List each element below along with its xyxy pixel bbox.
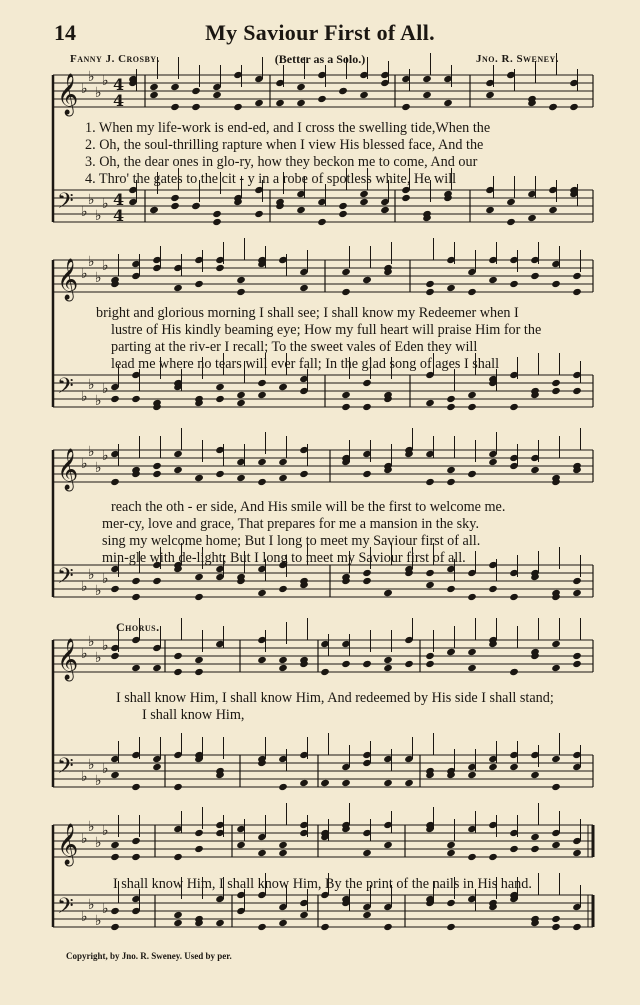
note-head bbox=[422, 91, 432, 99]
note-head bbox=[383, 923, 393, 931]
note-head bbox=[572, 589, 582, 597]
flat-icon: ♭ bbox=[102, 196, 109, 212]
flat-icon: ♭ bbox=[102, 901, 109, 917]
note-head bbox=[509, 593, 519, 601]
note-head bbox=[509, 668, 519, 676]
note-head bbox=[425, 581, 435, 589]
note-head bbox=[380, 206, 390, 214]
flat-icon: ♭ bbox=[88, 757, 95, 773]
verse-2-line-2: lustre of His kindly beaming eye; How my full heart will praise Him for the bbox=[111, 322, 542, 338]
note-head bbox=[236, 288, 246, 296]
flat-icon: ♭ bbox=[102, 823, 109, 839]
note-head bbox=[257, 379, 267, 387]
note-head bbox=[530, 771, 540, 779]
note-head bbox=[551, 783, 561, 791]
verse-4-line-3: min-gle with de-light; But I long to meet my Saviour first of all. bbox=[102, 550, 466, 566]
note-head bbox=[194, 656, 204, 664]
note-head bbox=[506, 198, 516, 206]
flat-icon: ♭ bbox=[95, 835, 102, 851]
note-head bbox=[551, 280, 561, 288]
note-head bbox=[404, 660, 414, 668]
note-head bbox=[299, 911, 309, 919]
note-head bbox=[341, 660, 351, 668]
note-head bbox=[359, 190, 369, 198]
bass-clef-icon: 𝄢 bbox=[57, 564, 74, 594]
verse-1-line-2: bright and glorious morning I shall see; I shall know my Redeemer when I bbox=[96, 305, 519, 321]
note-head bbox=[488, 276, 498, 284]
chorus-line-2: I shall know Him, I shall know Him, By the print of the nails in His hand. bbox=[113, 876, 532, 892]
note-head bbox=[278, 474, 288, 482]
note-head bbox=[446, 466, 456, 474]
note-head bbox=[131, 837, 141, 845]
bass-clef-icon: 𝄢 bbox=[57, 754, 74, 784]
note-head bbox=[467, 664, 477, 672]
note-head bbox=[551, 387, 561, 395]
note-head bbox=[551, 755, 561, 763]
note-head bbox=[320, 923, 330, 931]
note-head bbox=[551, 379, 561, 387]
note-head bbox=[422, 75, 432, 83]
flat-icon: ♭ bbox=[81, 769, 88, 785]
note-head bbox=[212, 218, 222, 226]
note-head bbox=[362, 577, 372, 585]
flat-icon: ♭ bbox=[81, 909, 88, 925]
note-head bbox=[572, 849, 582, 857]
note-head bbox=[173, 450, 183, 458]
note-head bbox=[257, 391, 267, 399]
note-head bbox=[278, 458, 288, 466]
note-head bbox=[257, 478, 267, 486]
note-head bbox=[110, 652, 120, 660]
flat-icon: ♭ bbox=[95, 460, 102, 476]
flat-icon: ♭ bbox=[88, 254, 95, 270]
flat-icon: ♭ bbox=[95, 773, 102, 789]
flat-icon: ♭ bbox=[95, 913, 102, 929]
note-head bbox=[194, 280, 204, 288]
note-head bbox=[527, 214, 537, 222]
note-head bbox=[215, 395, 225, 403]
verse-3-line-2: parting at the riv-er I recall; To the sweet vales of Eden they will bbox=[111, 339, 478, 355]
note-head bbox=[131, 577, 141, 585]
note-head bbox=[173, 284, 183, 292]
performance-note: (Better as a Solo.) bbox=[274, 52, 366, 66]
note-head bbox=[362, 276, 372, 284]
note-head bbox=[572, 577, 582, 585]
note-head bbox=[317, 95, 327, 103]
note-head bbox=[110, 841, 120, 849]
note-head bbox=[110, 478, 120, 486]
verse-1-line-3: reach the oth - er side, And His smile will be the first to welcome me. bbox=[111, 499, 506, 515]
verse-2-line-3: mer-cy, love and grace, That prepares for me a mansion in the sky. bbox=[102, 516, 479, 532]
flat-icon: ♭ bbox=[95, 393, 102, 409]
note-head bbox=[488, 458, 498, 466]
note-head bbox=[359, 198, 369, 206]
flat-icon: ♭ bbox=[81, 456, 88, 472]
note-head bbox=[299, 284, 309, 292]
note-head bbox=[509, 280, 519, 288]
note-head bbox=[425, 399, 435, 407]
note-head bbox=[278, 656, 288, 664]
note-head bbox=[572, 652, 582, 660]
note-head bbox=[191, 87, 201, 95]
note-head bbox=[362, 470, 372, 478]
note-head bbox=[362, 911, 372, 919]
note-head bbox=[191, 103, 201, 111]
note-head bbox=[236, 276, 246, 284]
flat-icon: ♭ bbox=[81, 81, 88, 97]
flat-icon: ♭ bbox=[102, 571, 109, 587]
treble-clef-icon: 𝄞 bbox=[57, 259, 79, 300]
note-head bbox=[338, 210, 348, 218]
note-head bbox=[173, 919, 183, 927]
flat-icon: ♭ bbox=[88, 897, 95, 913]
note-head bbox=[278, 383, 288, 391]
note-head bbox=[299, 779, 309, 787]
note-head bbox=[446, 849, 456, 857]
note-head bbox=[257, 923, 267, 931]
note-head bbox=[548, 103, 558, 111]
note-head bbox=[152, 470, 162, 478]
note-head bbox=[383, 841, 393, 849]
note-head bbox=[572, 923, 582, 931]
note-head bbox=[383, 656, 393, 664]
note-head bbox=[338, 202, 348, 210]
note-head bbox=[425, 652, 435, 660]
verse-2-line-1: 2. Oh, the soul-thrilling rapture when I view His blessed face, And the bbox=[85, 137, 484, 153]
note-head bbox=[572, 288, 582, 296]
flat-icon: ♭ bbox=[88, 69, 95, 85]
note-head bbox=[215, 383, 225, 391]
note-head bbox=[359, 91, 369, 99]
note-head bbox=[551, 640, 561, 648]
note-head bbox=[191, 202, 201, 210]
note-head bbox=[170, 83, 180, 91]
note-head bbox=[152, 577, 162, 585]
note-head bbox=[341, 288, 351, 296]
chorus-line-1: I shall know Him, I shall know Him, And redeemed by His side I shall stand; bbox=[116, 690, 554, 706]
chorus-label: Chorus. bbox=[116, 620, 160, 634]
note-head bbox=[173, 911, 183, 919]
note-head bbox=[572, 272, 582, 280]
note-head bbox=[320, 779, 330, 787]
note-head bbox=[467, 470, 477, 478]
note-head bbox=[341, 268, 351, 276]
flat-icon: ♭ bbox=[102, 258, 109, 274]
note-head bbox=[131, 593, 141, 601]
note-head bbox=[257, 458, 267, 466]
treble-clef-icon: 𝄞 bbox=[57, 639, 79, 680]
note-head bbox=[236, 391, 246, 399]
note-head bbox=[530, 272, 540, 280]
note-head bbox=[467, 403, 477, 411]
note-head bbox=[530, 466, 540, 474]
note-head bbox=[110, 395, 120, 403]
flat-icon: ♭ bbox=[102, 73, 109, 89]
note-head bbox=[551, 915, 561, 923]
flat-icon: ♭ bbox=[88, 567, 95, 583]
note-head bbox=[485, 91, 495, 99]
note-head bbox=[131, 853, 141, 861]
note-head bbox=[362, 849, 372, 857]
note-head bbox=[509, 763, 519, 771]
flat-icon: ♭ bbox=[102, 638, 109, 654]
flat-icon: ♭ bbox=[95, 583, 102, 599]
note-head bbox=[149, 83, 159, 91]
verse-1-line-1: 1. When my life-work is end-ed, and I cross the swelling tide,When the bbox=[85, 120, 491, 136]
note-head bbox=[404, 779, 414, 787]
note-head bbox=[152, 664, 162, 672]
note-head bbox=[551, 923, 561, 931]
note-head bbox=[446, 923, 456, 931]
note-head bbox=[383, 664, 393, 672]
note-head bbox=[446, 899, 456, 907]
note-head bbox=[131, 664, 141, 672]
note-head bbox=[152, 462, 162, 470]
flat-icon: ♭ bbox=[88, 192, 95, 208]
note-head bbox=[446, 841, 456, 849]
note-head bbox=[233, 103, 243, 111]
flat-icon: ♭ bbox=[81, 579, 88, 595]
note-head bbox=[506, 218, 516, 226]
note-head bbox=[110, 907, 120, 915]
bass-clef-icon: 𝄢 bbox=[57, 894, 74, 924]
note-head bbox=[425, 288, 435, 296]
note-head bbox=[362, 660, 372, 668]
note-head bbox=[338, 87, 348, 95]
note-head bbox=[569, 103, 579, 111]
time-signature-top: 4 bbox=[113, 190, 125, 209]
verse-3-line-1: 3. Oh, the dear ones in glo-ry, how they beckon me to come, And our bbox=[85, 154, 478, 170]
flat-icon: ♭ bbox=[88, 634, 95, 650]
composer-credit: Jno. R. Sweney. bbox=[476, 53, 560, 65]
time-signature-bottom: 4 bbox=[113, 206, 125, 225]
flat-icon: ♭ bbox=[95, 650, 102, 666]
note-head bbox=[446, 648, 456, 656]
flat-icon: ♭ bbox=[95, 270, 102, 286]
note-head bbox=[110, 923, 120, 931]
note-head bbox=[236, 474, 246, 482]
note-head bbox=[467, 853, 477, 861]
flat-icon: ♭ bbox=[81, 389, 88, 405]
flat-icon: ♭ bbox=[88, 444, 95, 460]
note-head bbox=[467, 771, 477, 779]
note-head bbox=[467, 391, 477, 399]
note-head bbox=[425, 569, 435, 577]
treble-clef-icon: 𝄞 bbox=[57, 449, 79, 490]
note-head bbox=[362, 569, 372, 577]
note-head bbox=[551, 664, 561, 672]
note-head bbox=[296, 206, 306, 214]
note-head bbox=[173, 668, 183, 676]
note-head bbox=[212, 91, 222, 99]
note-head bbox=[341, 391, 351, 399]
note-head bbox=[446, 395, 456, 403]
note-head bbox=[278, 664, 288, 672]
note-head bbox=[254, 210, 264, 218]
note-head bbox=[152, 763, 162, 771]
note-head bbox=[317, 218, 327, 226]
note-head bbox=[509, 403, 519, 411]
note-head bbox=[173, 853, 183, 861]
note-head bbox=[572, 387, 582, 395]
note-head bbox=[257, 589, 267, 597]
note-head bbox=[425, 280, 435, 288]
note-head bbox=[362, 379, 372, 387]
flat-icon: ♭ bbox=[95, 85, 102, 101]
flat-icon: ♭ bbox=[81, 646, 88, 662]
note-head bbox=[236, 399, 246, 407]
note-head bbox=[446, 284, 456, 292]
note-head bbox=[362, 403, 372, 411]
flat-icon: ♭ bbox=[88, 819, 95, 835]
note-head bbox=[467, 593, 477, 601]
note-head bbox=[488, 585, 498, 593]
flat-icon: ♭ bbox=[102, 761, 109, 777]
note-head bbox=[170, 194, 180, 202]
note-head bbox=[194, 845, 204, 853]
note-head bbox=[296, 83, 306, 91]
author-credit: Fanny J. Crosby. bbox=[70, 53, 160, 65]
note-head bbox=[467, 288, 477, 296]
page-number: 14 bbox=[54, 20, 76, 45]
note-head bbox=[383, 589, 393, 597]
note-head bbox=[194, 829, 204, 837]
note-head bbox=[278, 783, 288, 791]
note-head bbox=[257, 656, 267, 664]
flat-icon: ♭ bbox=[81, 831, 88, 847]
note-head bbox=[530, 833, 540, 841]
note-head bbox=[467, 648, 477, 656]
note-head bbox=[443, 99, 453, 107]
note-head bbox=[275, 99, 285, 107]
note-head bbox=[278, 841, 288, 849]
treble-clef-icon: 𝄞 bbox=[57, 74, 79, 115]
time-signature-bottom: 4 bbox=[113, 91, 125, 110]
note-head bbox=[110, 771, 120, 779]
note-head bbox=[425, 478, 435, 486]
note-head bbox=[278, 585, 288, 593]
note-head bbox=[278, 849, 288, 857]
note-head bbox=[485, 206, 495, 214]
copyright-notice: Copyright, by Jno. R. Sweney. Used by per. bbox=[66, 951, 232, 961]
note-head bbox=[215, 264, 225, 272]
note-head bbox=[194, 593, 204, 601]
note-head bbox=[257, 849, 267, 857]
note-head bbox=[215, 470, 225, 478]
note-head bbox=[551, 841, 561, 849]
verse-4-line-1: 4. Thro' the gates to the cit - y in a robe of spotless white, He will bbox=[85, 171, 457, 187]
note-head bbox=[425, 660, 435, 668]
hymn-title: My Saviour First of All. bbox=[205, 20, 435, 45]
note-head bbox=[194, 668, 204, 676]
flat-icon: ♭ bbox=[102, 448, 109, 464]
note-head bbox=[572, 660, 582, 668]
bass-clef-icon: 𝄢 bbox=[57, 189, 74, 219]
note-head bbox=[530, 845, 540, 853]
flat-icon: ♭ bbox=[88, 377, 95, 393]
chorus-line-1-alt: I shall know Him, bbox=[142, 707, 245, 723]
note-head bbox=[110, 585, 120, 593]
note-head bbox=[341, 779, 351, 787]
flat-icon: ♭ bbox=[95, 208, 102, 224]
note-head bbox=[299, 470, 309, 478]
note-head bbox=[131, 783, 141, 791]
treble-clef-icon: 𝄞 bbox=[57, 824, 79, 865]
note-head bbox=[401, 194, 411, 202]
note-head bbox=[548, 206, 558, 214]
note-head bbox=[446, 585, 456, 593]
flat-icon: ♭ bbox=[102, 381, 109, 397]
note-head bbox=[296, 99, 306, 107]
note-head bbox=[383, 779, 393, 787]
note-head bbox=[446, 403, 456, 411]
note-head bbox=[149, 91, 159, 99]
note-head bbox=[173, 652, 183, 660]
bass-clef-icon: 𝄢 bbox=[57, 374, 74, 404]
note-head bbox=[254, 99, 264, 107]
note-head bbox=[173, 466, 183, 474]
note-head bbox=[149, 206, 159, 214]
note-head bbox=[170, 202, 180, 210]
time-signature-top: 4 bbox=[113, 75, 125, 94]
note-head bbox=[194, 474, 204, 482]
verse-3-line-3: sing my welcome home; But I long to meet my Saviour first of all. bbox=[102, 533, 481, 549]
flat-icon: ♭ bbox=[81, 266, 88, 282]
note-head bbox=[278, 919, 288, 927]
note-head bbox=[401, 103, 411, 111]
note-head bbox=[110, 853, 120, 861]
note-head bbox=[446, 478, 456, 486]
verse-4-line-2: lead me where no tears will ever fall; In the glad song of ages I shall bbox=[111, 356, 500, 372]
note-head bbox=[131, 395, 141, 403]
note-head bbox=[341, 403, 351, 411]
note-head bbox=[320, 668, 330, 676]
note-head bbox=[488, 763, 498, 771]
note-head bbox=[488, 853, 498, 861]
note-head bbox=[212, 210, 222, 218]
note-head bbox=[194, 573, 204, 581]
note-head bbox=[170, 103, 180, 111]
note-head bbox=[509, 845, 519, 853]
flat-icon: ♭ bbox=[81, 204, 88, 220]
note-head bbox=[173, 783, 183, 791]
note-head bbox=[236, 841, 246, 849]
note-head bbox=[215, 919, 225, 927]
